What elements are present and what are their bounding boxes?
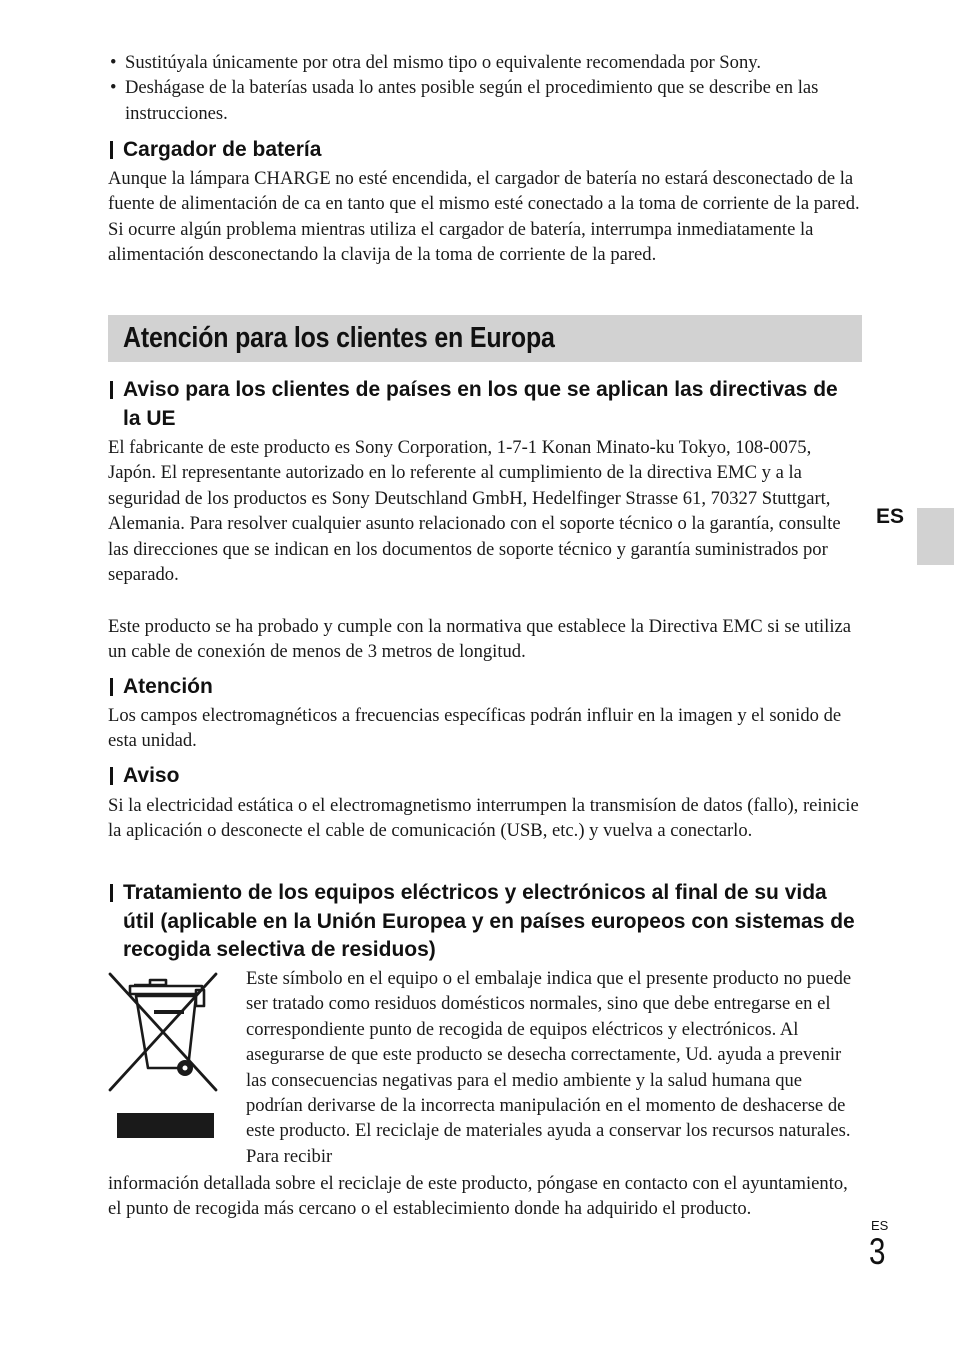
eu-notice-body: El fabricante de este producto es Sony Corporation, 1-7-1 Konan Minato-ku Tokyo, 108-0075, Japón. El representante autorizado en lo referente al cumplimiento de la directiva EMC y a la seguridad de los productos es Sony Deutschland GmbH, Hedelfinger Strasse 61, 70327 Stuttgart, Alemania. Para resolver cualquier asunto relacionado con el soporte técnico o la garantía, consulte las direcciones que se indican en los documentos de soporte técnico y garantía suministrados por separado. <box>108 437 841 586</box>
list-item: • Sustitúyala únicamente por otra del mismo tipo o equivalente recomendada por Sony. <box>110 52 761 73</box>
section-band <box>108 315 862 362</box>
bullet-list <box>108 50 858 126</box>
bullet-text: Deshágase de la baterías usada lo antes posible según el procedimiento que se describe en las instrucciones. <box>125 77 819 124</box>
crossed-out-wheelie-bin-icon <box>108 972 228 1142</box>
bullet-text: Sustitúyala únicamente por otra del mismo tipo o equivalente recomendada por Sony. <box>125 52 761 73</box>
heading-bar-icon <box>110 678 113 696</box>
attention-body: Los campos electromagnéticos a frecuencias específicas podrán influir en la imagen y el sonido de esta unidad. <box>108 705 842 752</box>
charger-heading: Cargador de batería <box>108 136 321 165</box>
language-tab-label: ES <box>876 505 905 528</box>
charger-body: Aunque la lámpara CHARGE no esté encendida, el cargador de batería no estará desconectado de la fuente de alimentación de ca en tanto que el mismo esté conectado a la toma de corriente de la pared. Si ocurre algún problema mientras utiliza el cargador de batería, interrumpa inmediatamente la alimentación desconectando la clavija de la toma de corriente de la pared. <box>108 168 860 266</box>
list-item: • Deshágase de la baterías usada lo antes posible según el procedimiento que se describe en las instrucciones. <box>110 77 819 124</box>
attention-heading: Atención <box>108 673 213 702</box>
heading-bar-icon <box>110 767 113 785</box>
emc-body: Este producto se ha probado y cumple con la normativa que establece la Directiva EMC si se utiliza un cable de conexión de menos de 3 metros de longitud. <box>108 616 851 663</box>
notice-body: Si la electricidad estática o el electromagnetismo interrumpen la transmisíon de datos (fallo), reinicie la aplicación o desconecte el cable de comunicación (USB, etc.) y vuelva a conectarlo. <box>108 795 859 842</box>
weee-heading: Tratamiento de los equipos eléctricos y electrónicos al final de su vida útil (aplicable en la Unión Europea y en países europeos con sistemas de recogida selectiva de residuos) <box>108 879 860 965</box>
notice-heading: Aviso <box>108 762 179 791</box>
weee-body: Este símbolo en el equipo o el embalaje indica que el presente producto no puede ser tratado como residuos domésticos normales, sino que debe entregarse en el correspondiente punto de recogida de equipos eléctricos y electrónicos. Al asegurarse de que este producto se desecha correctamente, Ud. ayuda a prevenir las consecuencias negativas para el medio ambiente y la salud humana que podrían derivarse de la incorrecta manipulación en el momento de deshacerse de este producto. El reciclaje de materiales ayuda a conservar los recursos naturales. Para recibir <box>246 968 852 1167</box>
weee-body-continued: información detallada sobre el reciclaje de este producto, póngase en contacto con el ayuntamiento, el punto de recogida más cercano o el establecimiento donde ha adquirido el producto. <box>108 1173 848 1220</box>
section-title: Atención para los clientes en Europa <box>123 322 555 354</box>
eu-notice-heading: Aviso para los clientes de países en los que se aplican las directivas de la UE <box>108 376 860 433</box>
heading-bar-icon <box>110 141 113 159</box>
page-number: 3 <box>869 1231 886 1272</box>
heading-bar-icon <box>110 884 113 902</box>
heading-bar-icon <box>110 381 113 399</box>
footer-language: ES <box>871 1218 889 1233</box>
language-tab <box>917 508 954 565</box>
